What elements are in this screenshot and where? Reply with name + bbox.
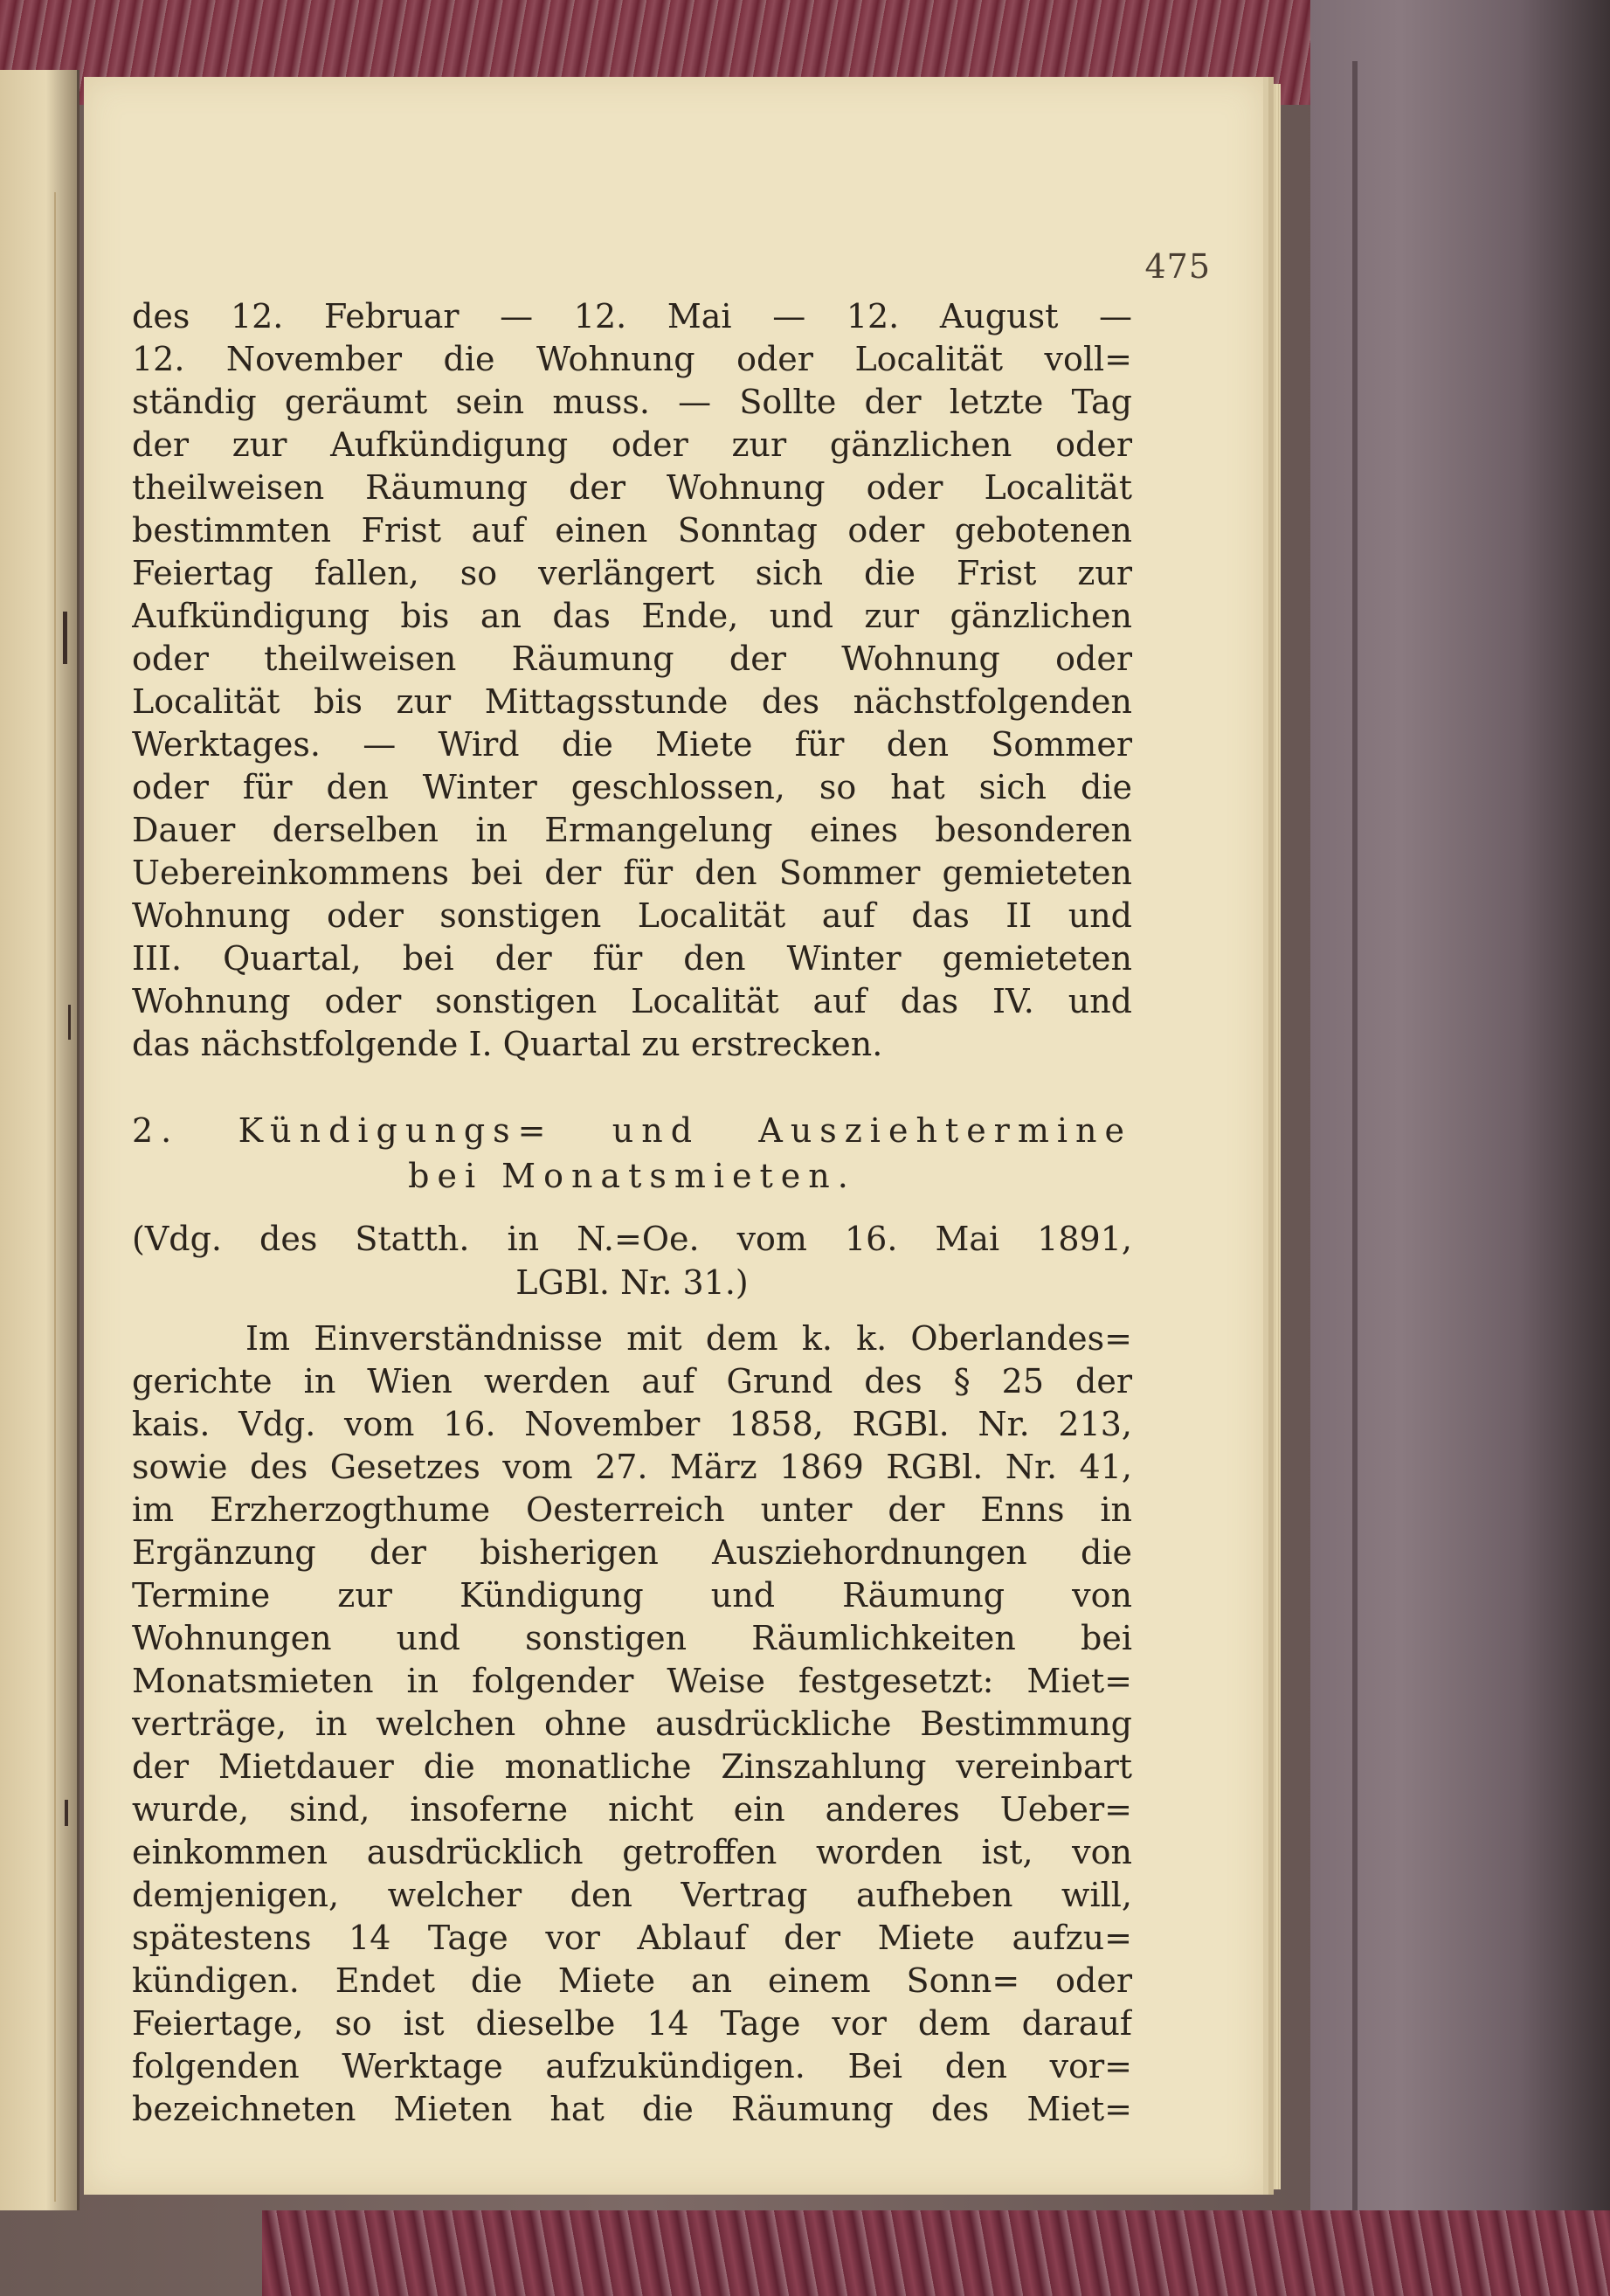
text-line: demjenigen, welcher den Vertrag aufheben will,	[132, 1876, 1132, 1914]
text-line: Localität bis zur Mittagsstunde des nächstfolgenden	[132, 682, 1132, 721]
text-line: Dauer derselben in Ermangelung eines besonderen	[132, 811, 1132, 849]
text-line: Feiertag fallen, so verlängert sich die Frist zur	[132, 554, 1132, 592]
text-line: Wohnungen und sonstigen Räumlichkeiten bei	[132, 1619, 1132, 1657]
text-line: kündigen. Endet die Miete an einem Sonn= oder	[132, 1961, 1132, 2000]
text-line: das nächstfolgende I. Quartal zu erstrecken.	[132, 1025, 883, 1063]
text-line: Wohnung oder sonstigen Localität auf das IV. und	[132, 982, 1132, 1020]
text-line: Aufkündigung bis an das Ende, und zur gänzlichen	[132, 597, 1132, 635]
previous-page-edge	[0, 70, 79, 2210]
book-page	[84, 77, 1263, 2195]
text-line: Termine zur Kündigung und Räumung von	[132, 1576, 1132, 1615]
text-line: der Mietdauer die monatliche Zinszahlung vereinbart	[132, 1747, 1132, 1786]
text-line: Werktages. — Wird die Miete für den Sommer	[132, 725, 1132, 764]
citation-line: (Vdg. des Statth. in N.=Oe. vom 16. Mai 1891,	[132, 1220, 1132, 1258]
text-line: des 12. Februar — 12. Mai — 12. August —	[132, 297, 1132, 335]
text-line: Im Einverständnisse mit dem k. k. Oberlandes=	[245, 1319, 1132, 1358]
text-line: sowie des Gesetzes vom 27. März 1869 RGBl. Nr. 41,	[132, 1448, 1132, 1486]
text-line: gerichte in Wien werden auf Grund des § 25 der	[132, 1362, 1132, 1400]
page-number: 475	[1144, 247, 1211, 286]
text-line: theilweisen Räumung der Wohnung oder Localität	[132, 468, 1132, 507]
text-line: Ergänzung der bisherigen Ausziehordnungen die	[132, 1533, 1132, 1572]
citation-line: LGBl. Nr. 31.)	[515, 1263, 749, 1302]
text-line: III. Quartal, bei der für den Winter gemieteten	[132, 939, 1132, 978]
book-cover-bottom-edge	[262, 2210, 1610, 2296]
text-line: kais. Vdg. vom 16. November 1858, RGBl. Nr. 213,	[132, 1405, 1132, 1443]
text-line: folgenden Werktage aufzukündigen. Bei den vor=	[132, 2047, 1132, 2085]
paragraph-body	[132, 1317, 1132, 2131]
text-line: im Erzherzogthume Oesterreich unter der Enns in	[132, 1490, 1132, 1529]
text-line: Wohnung oder sonstigen Localität auf das II und	[132, 896, 1132, 935]
text-line: verträge, in welchen ohne ausdrückliche Bestimmung	[132, 1705, 1132, 1743]
text-line: wurde, sind, insoferne nicht ein anderes Ueber=	[132, 1790, 1132, 1829]
text-line: Feiertage, so ist dieselbe 14 Tage vor dem darauf	[132, 2004, 1132, 2043]
gutter-shadow	[54, 192, 56, 2202]
paragraph-continuation	[132, 295, 1132, 1066]
text-line: oder für den Winter geschlossen, so hat sich die	[132, 768, 1132, 806]
text-line: der zur Aufkündigung oder zur gänzlichen oder	[132, 425, 1132, 464]
cover-fold-line	[1352, 61, 1358, 2219]
heading-line: 2. Kündigungs= und Ausziehtermine	[132, 1111, 1132, 1150]
text-line: bezeichneten Mieten hat die Räumung des Miet=	[132, 2090, 1132, 2128]
source-citation	[132, 1217, 1132, 1304]
heading-line: bei Monatsmieten.	[408, 1157, 856, 1195]
margin-ink-mark	[68, 1005, 71, 1040]
text-line: Monatsmieten in folgender Weise festgesetzt: Miet=	[132, 1662, 1132, 1700]
text-line: 12. November die Wohnung oder Localität voll=	[132, 340, 1132, 378]
text-line: spätestens 14 Tage vor Ablauf der Miete aufzu=	[132, 1919, 1132, 1957]
margin-ink-mark	[65, 1800, 68, 1826]
margin-ink-mark	[63, 612, 67, 664]
section-heading	[132, 1108, 1132, 1199]
text-line: einkommen ausdrücklich getroffen worden ist, von	[132, 1833, 1132, 1871]
text-line: oder theilweisen Räumung der Wohnung oder	[132, 640, 1132, 678]
text-line: ständig geräumt sein muss. — Sollte der letzte Tag	[132, 383, 1132, 421]
text-line: Uebereinkommens bei der für den Sommer gemieteten	[132, 854, 1132, 892]
text-line: bestimmten Frist auf einen Sonntag oder gebotenen	[132, 511, 1132, 550]
